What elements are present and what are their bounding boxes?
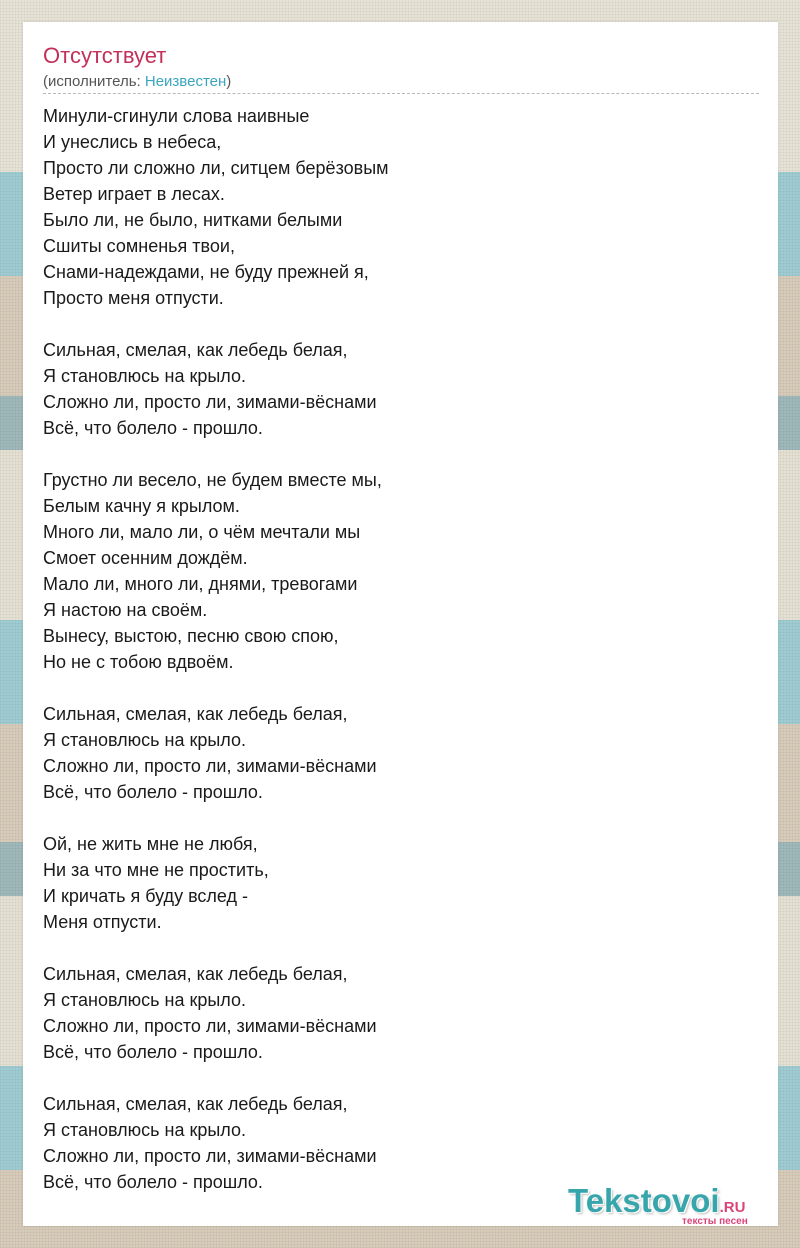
lyric-line: Всё, что болело - прошло. [43, 1042, 263, 1062]
title-divider [43, 93, 759, 94]
lyric-line: Но не с тобою вдвоём. [43, 652, 234, 672]
lyric-line: Сшиты сомненья твои, [43, 236, 235, 256]
lyrics-text [43, 103, 389, 1221]
lyric-line: Минули-сгинули слова наивные [43, 106, 310, 126]
tekstovoi-logo [568, 1182, 778, 1226]
lyric-line: Сильная, смелая, как лебедь белая, [43, 340, 348, 360]
lyric-line: Белым качну я крылом. [43, 496, 240, 516]
lyric-line: И унеслись в небеса, [43, 132, 222, 152]
lyric-line: Я становлюсь на крыло. [43, 730, 247, 750]
lyric-line: Сложно ли, просто ли, зимами-вёснами [43, 392, 377, 412]
artist-suffix: ) [226, 73, 232, 90]
logo-tagline: тексты песен [682, 1216, 748, 1227]
lyric-line: Меня отпусти. [43, 912, 162, 932]
lyric-line: Я становлюсь на крыло. [43, 990, 247, 1010]
lyric-line: Много ли, мало ли, о чём мечтали мы [43, 522, 361, 542]
lyric-line: Просто меня отпусти. [43, 288, 224, 308]
lyrics-stanza [43, 1091, 389, 1195]
lyric-line: Ни за что мне не простить, [43, 860, 269, 880]
lyric-line: Я становлюсь на крыло. [43, 1120, 247, 1140]
lyric-line: Сложно ли, просто ли, зимами-вёснами [43, 1146, 377, 1166]
lyric-line: Было ли, не было, нитками белыми [43, 210, 343, 230]
artist-line [43, 72, 231, 92]
artist-link[interactable]: Неизвестен [144, 73, 227, 90]
lyric-line: Сильная, смелая, как лебедь белая, [43, 1094, 348, 1114]
lyric-line: Я настою на своём. [43, 600, 208, 620]
lyric-line: Сильная, смелая, как лебедь белая, [43, 704, 348, 724]
lyrics-stanza [43, 831, 389, 935]
lyric-line: Всё, что болело - прошло. [43, 1172, 263, 1192]
song-title: Отсутствует [43, 43, 167, 68]
lyrics-stanza [43, 961, 389, 1065]
lyric-line: Ой, не жить мне не любя, [43, 834, 258, 854]
lyric-line: Сильная, смелая, как лебедь белая, [43, 964, 348, 984]
lyric-line: Всё, что болело - прошло. [43, 782, 263, 802]
lyric-line: Ветер играет в лесах. [43, 184, 225, 204]
lyric-line: Смоет осенним дождём. [43, 548, 248, 568]
lyric-line: Грустно ли весело, не будем вместе мы, [43, 470, 382, 490]
lyric-line: Я становлюсь на крыло. [43, 366, 247, 386]
lyrics-stanza [43, 467, 389, 675]
lyrics-stanza [43, 337, 389, 441]
lyrics-stanza [43, 701, 389, 805]
lyrics-stanza [43, 103, 389, 311]
lyric-line: Вынесу, выстою, песню свою спою, [43, 626, 339, 646]
logo-name: Tekstovoi [568, 1182, 720, 1219]
lyric-line: Снами-надеждами, не буду прежней я, [43, 262, 369, 282]
lyric-line: Просто ли сложно ли, ситцем берёзовым [43, 158, 389, 178]
lyric-line: Мало ли, много ли, днями, тревогами [43, 574, 358, 594]
artist-prefix: (исполнитель: [43, 73, 145, 90]
lyrics-card [23, 22, 778, 1226]
lyric-line: И кричать я буду вслед - [43, 886, 249, 906]
lyric-line: Всё, что болело - прошло. [43, 418, 263, 438]
lyric-line: Сложно ли, просто ли, зимами-вёснами [43, 1016, 377, 1036]
logo-tld: .RU [719, 1199, 746, 1216]
lyric-line: Сложно ли, просто ли, зимами-вёснами [43, 756, 377, 776]
